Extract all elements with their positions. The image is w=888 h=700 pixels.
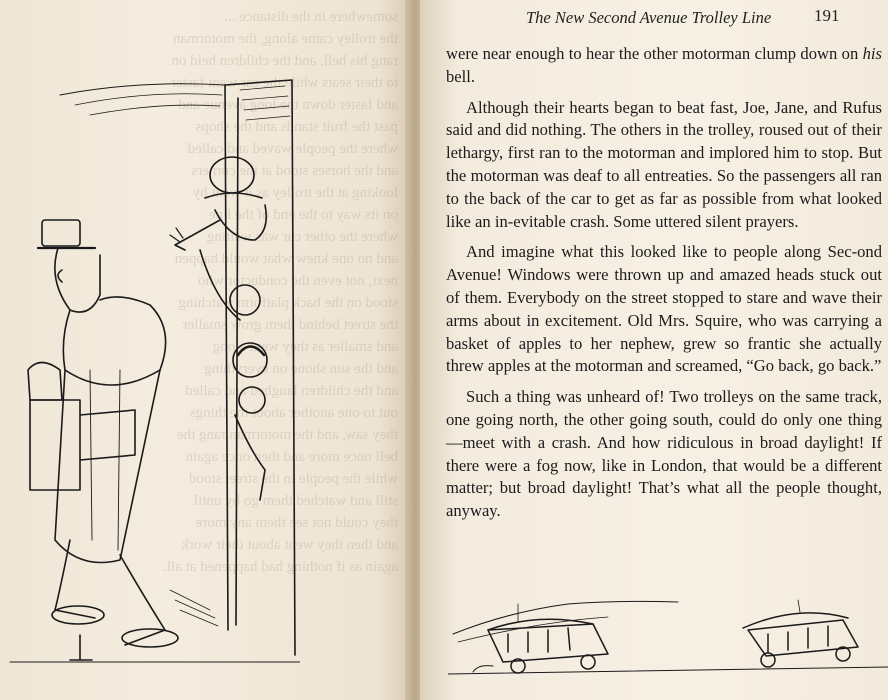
left-page [0, 0, 410, 700]
emphasis-his: his [862, 44, 882, 63]
page-number: 191 [814, 6, 840, 25]
paragraph-2: Although their hearts began to beat fast, Joe, Jane, and Rufus said and did nothing. The others in the trolley, roused out of their lethargy, first ran to the motorman and implored him to stop. But the motorman was deaf to all entreaties. So the passengers all ran to the back of the car to get as far as possible from what looked like an in-evitable crash. Some uttered silent prayers. [446, 97, 882, 231]
paragraph-3: And imagine what this looked like to people along Sec-ond Avenue! Windows were thrown up and amazed heads stuck out of them. Everybody on the street stopped to stare and wave their arms about in excitement. Old Mrs. Squire, who was carrying a basket of apples to her nephew, grew so frantic she actually threw apples at the motorman and screamed, “Go back, go back.” [446, 242, 882, 376]
paragraph-1: were near enough to hear the other motorman clump down on his bell. [446, 44, 882, 86]
trolleys-illustration [448, 582, 888, 692]
motorman-illustration [0, 70, 300, 670]
chapter-body [446, 43, 882, 531]
bleed-through-text: somewhere in the distance ... the trolley came along, the motorman rang his bell, and the children held on to their seats while the car went faster and faster down the long avenue and past the fruit stands and the shops where the people waved and called and the horses stood at the corners looking at the trolley as it went by on its way to the end of the line where the other car was waiting and no one knew what would happen next, not even the conductor who stood on the back platform watching the street behind them grow smaller and smaller as they went along and the sun shone on everything and the children laughed and called out to one another about the things they saw, and the motorman rang the bell once more and then once again while the people in the street stood still and watched them go by until they could not see them any more and then they went about their work again as if nothing had happened at all. [163, 9, 398, 575]
running-title: The New Second Avenue Trolley Line [526, 8, 772, 27]
paragraph-4: Such a thing was unheard of! Two trolleys on the same track, one going north, the other going south, could do only one thing—meet with a crash. And how ridiculous in broad daylight! If there were a fog now, like in London, that would be a different matter; but broad daylight! That’s what all the people thought, anyway. [446, 387, 882, 521]
